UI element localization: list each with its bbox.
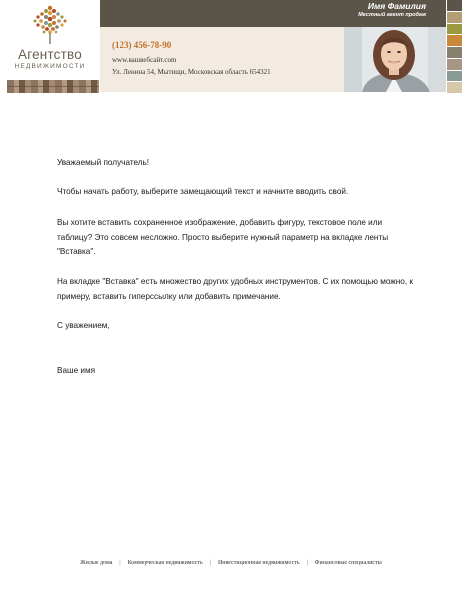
color-swatch: [447, 24, 462, 35]
letter-closing: С уважением,: [57, 321, 110, 330]
agent-portrait-icon: [344, 27, 446, 92]
color-swatch: [447, 0, 462, 11]
letter-paragraph-1: Чтобы начать работу, выберите замещающий текст и начните вводить свой.: [57, 187, 349, 196]
letter-paragraph-2: Вы хотите вставить сохраненное изображение, добавить фигуру, текстовое поле или таблицу? Это совсем несложно. Просто выберите нужный параметр на вкладке ленты "Вставка".: [57, 218, 389, 256]
color-swatch: [447, 47, 462, 58]
color-swatch: [447, 59, 462, 70]
letter-salutation: Уважаемый получатель!: [57, 158, 150, 167]
footer-item: Жилые дома: [80, 560, 113, 566]
contact-phone: (123) 456-78-90: [112, 40, 172, 50]
footer-separator: |: [119, 560, 121, 566]
letter-paragraph-3: На вкладке "Вставка" есть множество других удобных инструментов. С их помощью можно, к примеру, вставить гиперссылку или добавить примечание.: [57, 277, 413, 301]
color-swatch: [447, 82, 462, 93]
color-swatch: [447, 71, 462, 82]
color-swatch: [447, 35, 462, 46]
brand-name: Агентство: [18, 47, 82, 62]
footer-separator: |: [306, 560, 308, 566]
footer-item: Коммерческая недвижимость: [127, 560, 203, 566]
letter-signature: Ваше имя: [57, 366, 96, 375]
contact-address: Ул. Ленина 54, Мытищи, Московская область 654321: [112, 68, 271, 76]
color-swatch-strip: [447, 0, 462, 94]
agent-band: [100, 0, 446, 27]
brand-subtitle: НЕДВИЖИМОСТИ: [14, 63, 86, 70]
agent-title: Местный агент продаж: [358, 12, 426, 18]
footer-services: [0, 560, 462, 566]
maple-leaf-logo-icon: [28, 2, 72, 46]
footer-item: Инвестиционная недвижимость: [217, 560, 300, 566]
letterhead-header: [0, 0, 462, 94]
color-swatch: [447, 12, 462, 23]
stone-texture-strip: [7, 80, 99, 93]
logo-block: [0, 0, 100, 94]
footer-separator: |: [209, 560, 211, 566]
footer-item: Финансовые специалисты: [314, 560, 382, 566]
agent-name: Имя Фамилия: [367, 1, 426, 11]
agent-photo: [344, 27, 446, 92]
contact-website: www.вашвебсайт.com: [112, 56, 177, 64]
contact-block: [100, 27, 344, 92]
